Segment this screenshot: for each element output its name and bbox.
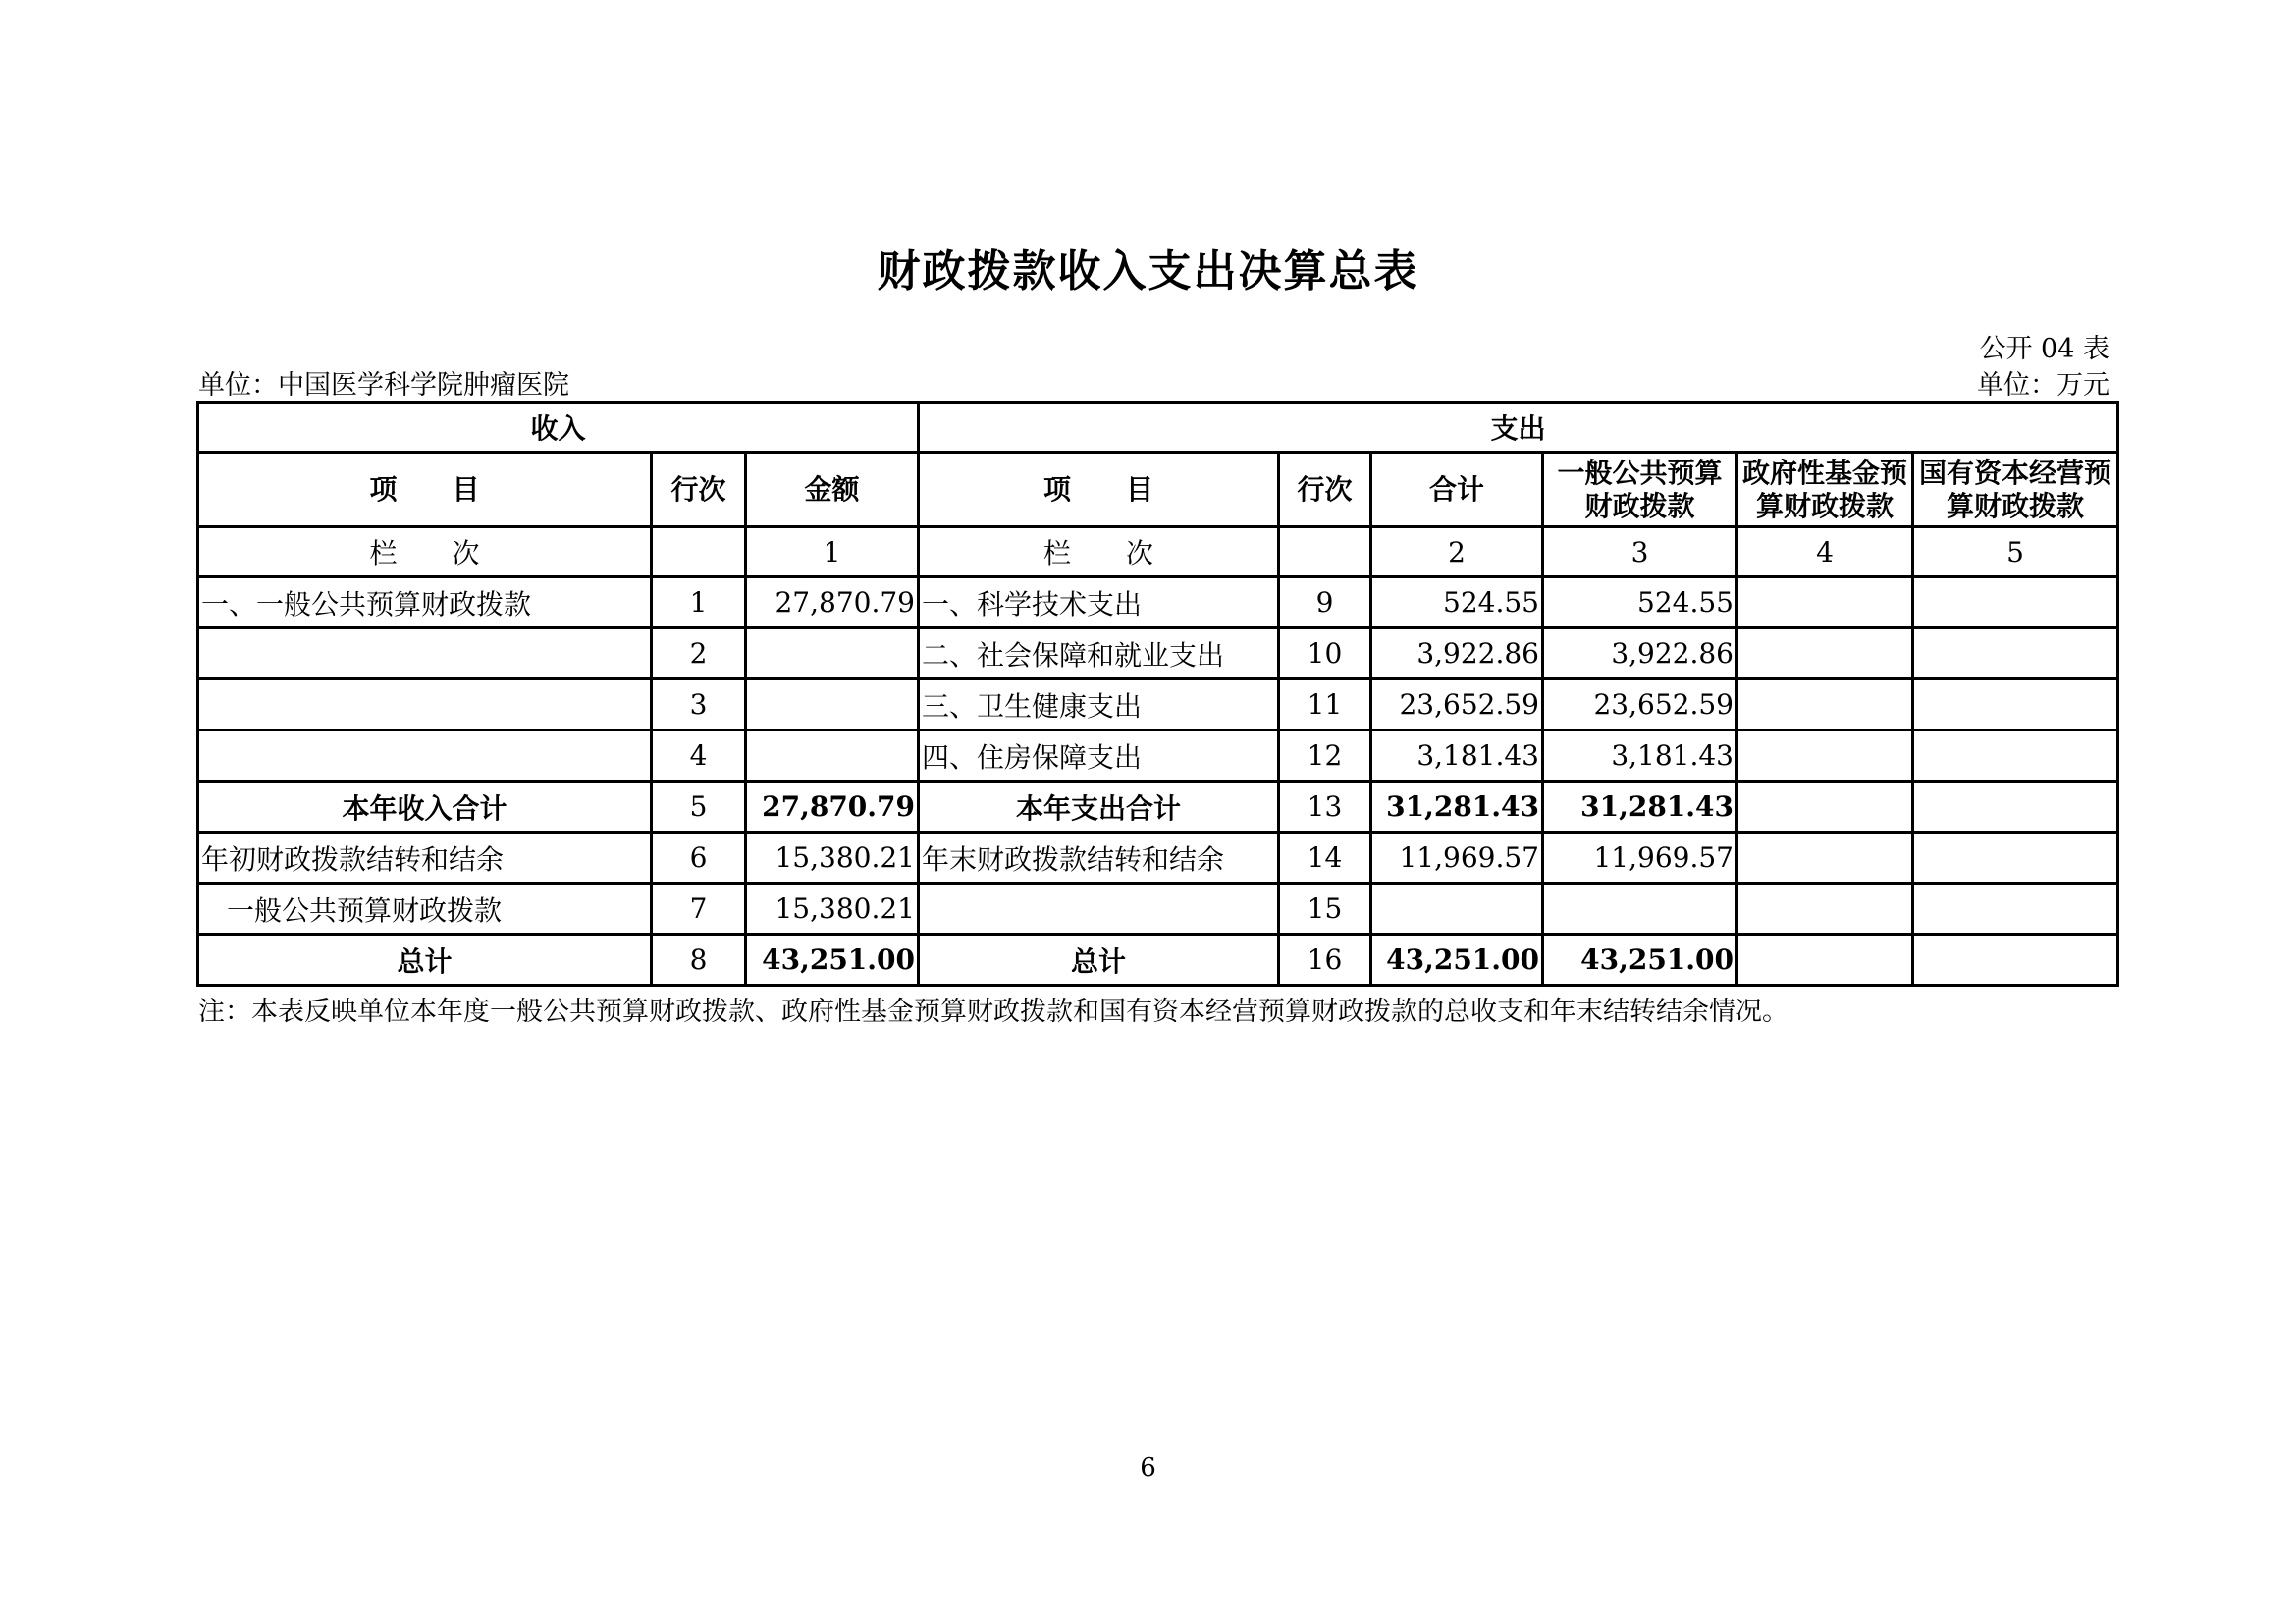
income-row-no: 8 [652,935,746,986]
income-section-header: 收入 [198,403,919,453]
expense-general-budget: 31,281.43 [1543,782,1737,833]
expense-gov-fund [1737,782,1913,833]
expense-item: 年末财政拨款结转和结余 [919,833,1279,884]
income-amount [746,628,919,679]
page-title: 财政拨款收入支出决算总表 [877,246,1419,297]
income-row-no: 3 [652,679,746,731]
expense-state-capital [1913,833,2118,884]
expense-state-capital [1913,628,2118,679]
expense-item: 四、住房保障支出 [919,731,1279,782]
income-item: 一、一般公共预算财政拨款 [198,577,652,628]
table-row-year-total [198,782,2118,833]
income-amount: 15,380.21 [746,833,919,884]
income-amount: 27,870.79 [746,577,919,628]
income-item [198,628,652,679]
income-row-no: 6 [652,833,746,884]
income-index-label: 栏 次 [198,527,652,577]
income-amount [746,731,919,782]
expense-row-no: 13 [1279,782,1371,833]
income-amount [746,679,919,731]
income-row-no: 4 [652,731,746,782]
table-row [198,833,2118,884]
budget-table [196,401,2119,987]
expense-gov-fund [1737,679,1913,731]
expense-state-capital [1913,935,2118,986]
expense-total: 11,969.57 [1371,833,1543,884]
header-row-sections [198,403,2118,453]
expense-total: 43,251.00 [1371,935,1543,986]
expense-row-no: 12 [1279,731,1371,782]
expense-index-label: 栏 次 [919,527,1279,577]
expense-item: 一、科学技术支出 [919,577,1279,628]
expense-total: 3,922.86 [1371,628,1543,679]
income-row-no: 2 [652,628,746,679]
expense-general-budget: 43,251.00 [1543,935,1737,986]
header-row-columns [198,453,2118,527]
income-index-amount: 1 [746,527,919,577]
expense-section-header: 支出 [919,403,2118,453]
expense-item: 三、卫生健康支出 [919,679,1279,731]
expense-state-capital [1913,782,2118,833]
income-item: 年初财政拨款结转和结余 [198,833,652,884]
expense-state-capital [1913,884,2118,935]
table-note: 注：本表反映单位本年度一般公共预算财政拨款、政府性基金预算财政拨款和国有资本经营预算财政拨款的总收支和年末结转结余情况。 [198,997,1789,1027]
expense-row-no: 10 [1279,628,1371,679]
table-row [198,731,2118,782]
expense-state-capital [1913,577,2118,628]
expense-rowno-header: 行次 [1279,453,1371,527]
expense-item: 总计 [919,935,1279,986]
organization-unit: 单位：中国医学科学院肿瘤医院 [198,370,569,401]
table-row-grand-total [198,935,2118,986]
income-item [198,731,652,782]
income-amount: 43,251.00 [746,935,919,986]
index-col-4: 4 [1737,527,1913,577]
column-index-row [198,527,2118,577]
index-col-5: 5 [1913,527,2118,577]
expense-row-no: 14 [1279,833,1371,884]
expense-gov-fund [1737,628,1913,679]
expense-total: 524.55 [1371,577,1543,628]
expense-gov-fund [1737,935,1913,986]
expense-item [919,884,1279,935]
expense-general-budget: 524.55 [1543,577,1737,628]
page-number: 6 [1140,1453,1156,1483]
income-row-no: 1 [652,577,746,628]
expense-gov-fund [1737,833,1913,884]
index-col-3: 3 [1543,527,1737,577]
currency-unit: 单位：万元 [1977,370,2109,401]
gov-fund-header: 政府性基金预算财政拨款 [1737,453,1913,527]
expense-gov-fund [1737,884,1913,935]
income-rowno-header: 行次 [652,453,746,527]
expense-general-budget: 11,969.57 [1543,833,1737,884]
expense-total: 31,281.43 [1371,782,1543,833]
income-amount: 15,380.21 [746,884,919,935]
form-number: 公开 04 表 [1979,334,2109,364]
table-row [198,577,2118,628]
expense-general-budget: 3,922.86 [1543,628,1737,679]
income-item-header: 项 目 [198,453,652,527]
expense-general-budget [1543,884,1737,935]
table-row [198,884,2118,935]
income-row-no: 7 [652,884,746,935]
expense-gov-fund [1737,577,1913,628]
expense-state-capital [1913,679,2118,731]
expense-state-capital [1913,731,2118,782]
income-index-rowno [652,527,746,577]
income-item: 一般公共预算财政拨款 [198,884,652,935]
expense-row-no: 16 [1279,935,1371,986]
expense-general-budget: 23,652.59 [1543,679,1737,731]
expense-row-no: 11 [1279,679,1371,731]
income-item: 总计 [198,935,652,986]
expense-general-budget: 3,181.43 [1543,731,1737,782]
expense-row-no: 15 [1279,884,1371,935]
general-budget-header: 一般公共预算财政拨款 [1543,453,1737,527]
income-item: 本年收入合计 [198,782,652,833]
expense-row-no: 9 [1279,577,1371,628]
income-item [198,679,652,731]
expense-total: 3,181.43 [1371,731,1543,782]
income-row-no: 5 [652,782,746,833]
income-amount-header: 金额 [746,453,919,527]
expense-index-rowno [1279,527,1371,577]
table-row [198,628,2118,679]
table-row [198,679,2118,731]
expense-item-header: 项 目 [919,453,1279,527]
expense-total [1371,884,1543,935]
expense-item: 二、社会保障和就业支出 [919,628,1279,679]
expense-total-header: 合计 [1371,453,1543,527]
expense-item: 本年支出合计 [919,782,1279,833]
expense-gov-fund [1737,731,1913,782]
index-col-2: 2 [1371,527,1543,577]
state-capital-header: 国有资本经营预算财政拨款 [1913,453,2118,527]
expense-total: 23,652.59 [1371,679,1543,731]
income-amount: 27,870.79 [746,782,919,833]
